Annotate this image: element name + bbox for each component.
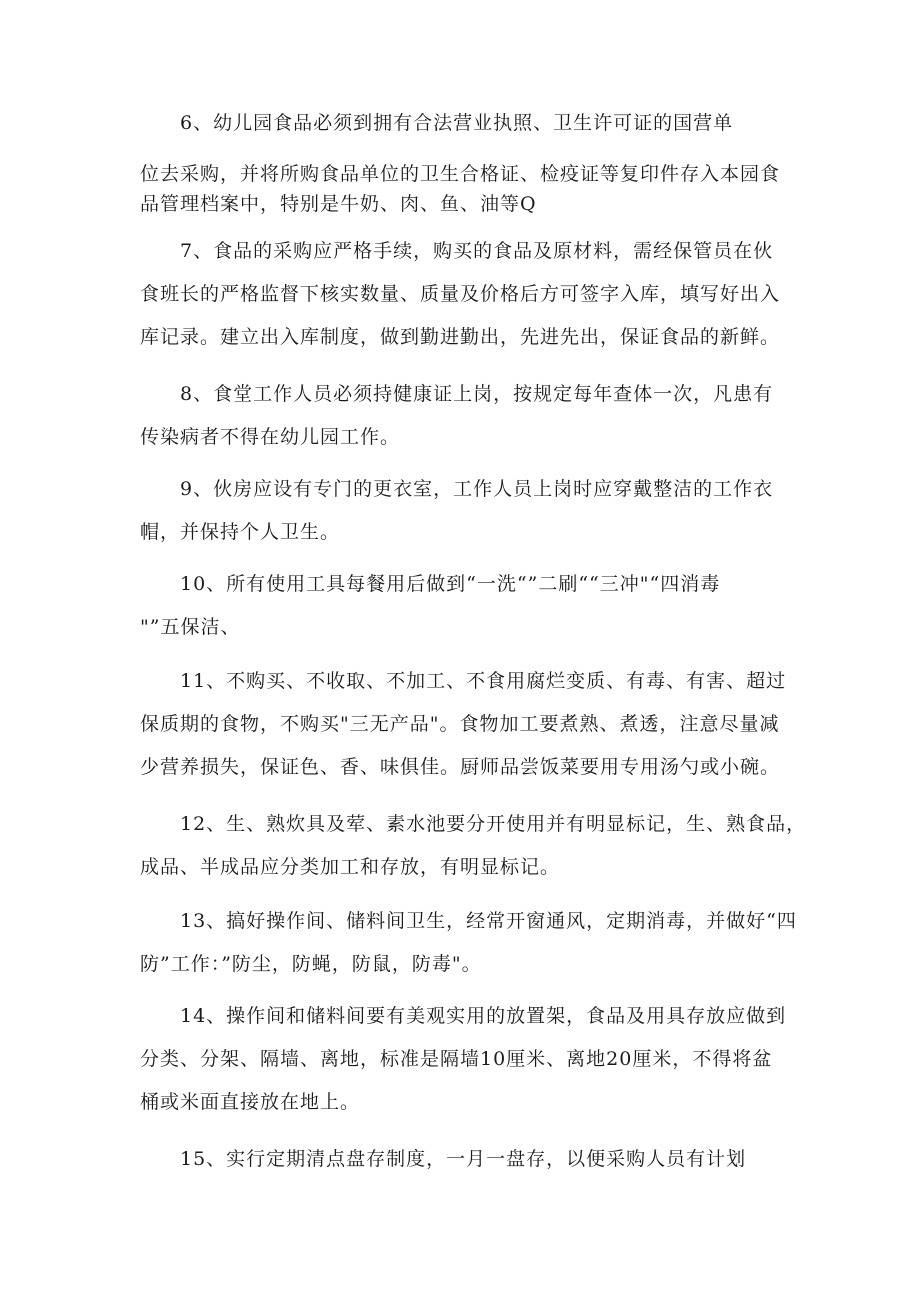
paragraph-line: 11、不购买、不收取、不加工、不食用腐烂变质、有毒、有害、超过 xyxy=(180,670,787,692)
paragraph-line: 7、食品的采购应严格手续，购买的食品及原材料，需经保管员在伙 xyxy=(180,240,774,262)
paragraph-line: 传染病者不得在幼儿园工作。 xyxy=(140,426,401,448)
paragraph-14 xyxy=(140,995,785,1124)
paragraph-line: 8、食堂工作人员必须持健康证上岗，按规定每年查体一次，凡患有 xyxy=(180,383,774,405)
paragraph-line: 分类、分架、隔墙、离地，标准是隔墙10厘米、离地20厘米，不得将盆 xyxy=(140,1048,773,1070)
paragraph-line: 9、伙房应设有专门的更衣室，工作人员上岗时应穿戴整洁的工作衣 xyxy=(180,478,774,500)
paragraph-line: 少营养损失，保证色、香、味俱佳。厨师品尝饭菜要用专用汤勺或小碗。 xyxy=(140,756,781,778)
paragraph-line: "”五保洁、 xyxy=(140,616,241,638)
paragraph-line: 14、操作间和储料间要有美观实用的放置架，食品及用具存放应做到 xyxy=(180,1005,787,1027)
paragraph-line: 品管理档案中，特别是牛奶、肉、鱼、油等Q xyxy=(140,193,537,215)
paragraph-line: 10、所有使用工具每餐用后做到“一洗“”二刷““三冲"“四消毒 xyxy=(180,573,721,595)
paragraph-8 xyxy=(140,373,785,459)
paragraph-9 xyxy=(140,468,785,554)
paragraph-12 xyxy=(140,803,807,889)
paragraph-line: 帽，并保持个人卫生。 xyxy=(140,521,341,543)
paragraph-line: 6、幼儿园食品必须到拥有合法营业执照、卫生许可证的国营单 xyxy=(180,112,734,134)
paragraph-line: 库记录。建立出入库制度，做到勤进勤出，先进先出，保证食品的新鲜。 xyxy=(140,326,781,348)
paragraph-10 xyxy=(140,563,785,649)
paragraph-line: 食班长的严格监督下核实数量、质量及价格后方可签字入库，填写好出入 xyxy=(140,283,781,305)
paragraph-line: 成品、半成品应分类加工和存放，有明显标记。 xyxy=(140,856,561,878)
paragraph-11 xyxy=(140,660,785,789)
paragraph-7 xyxy=(140,230,785,359)
paragraph-13 xyxy=(140,900,797,986)
paragraph-line: 防”工作：”防尘，防蝇，防鼠，防毒"。 xyxy=(140,953,482,975)
paragraph-line: 保质期的食物，不购买"三无产品"。食物加工要煮熟、煮透，注意尽量减 xyxy=(140,713,780,735)
paragraph-line: 位去采购，并将所购食品单位的卫生合格证、检疫证等复印件存入本园食 xyxy=(140,163,781,185)
paragraph-line: 桶或米面直接放在地上。 xyxy=(140,1091,361,1113)
paragraph-line: 12、生、熟炊具及荤、素水池要分开使用并有明显标记，生、熟食品， xyxy=(180,813,807,835)
paragraph-line: 13、搞好操作间、储料间卫生，经常开窗通风，定期消毒，并做好“四 xyxy=(180,910,797,932)
paragraph-line: 15、实行定期清点盘存制度，一月一盘存，以便采购人员有计划 xyxy=(180,1148,747,1170)
paragraph-15 xyxy=(140,1138,785,1181)
paragraph-6 xyxy=(140,102,785,219)
